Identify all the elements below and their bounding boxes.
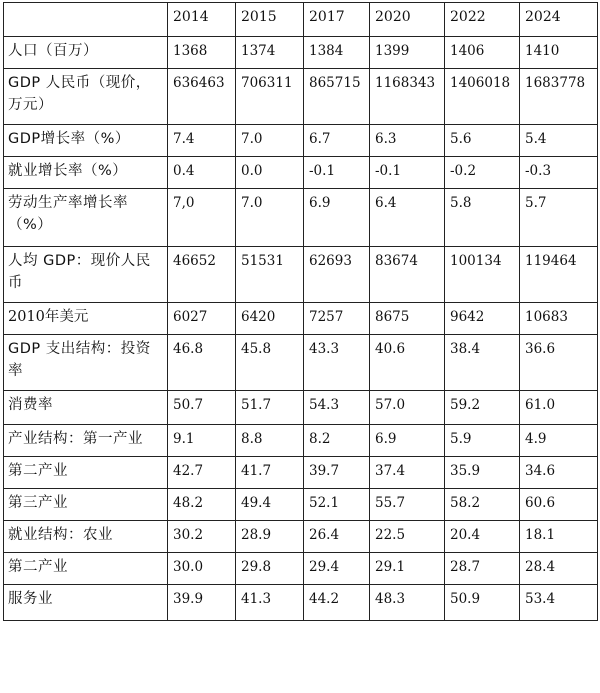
table-row (4, 247, 598, 303)
table-row (4, 303, 598, 335)
value-cell: 5.6 (445, 125, 520, 157)
value-cell: 7.4 (168, 125, 236, 157)
value-cell: 6420 (236, 303, 304, 335)
value-cell: 55.7 (370, 489, 445, 521)
value-cell: 18.1 (520, 521, 598, 553)
value-cell: 706311 (236, 69, 304, 125)
value-cell: 1683778 (520, 69, 598, 125)
value-cell: 119464 (520, 247, 598, 303)
value-cell: 46.8 (168, 335, 236, 391)
value-cell: 43.3 (304, 335, 370, 391)
row-label: 服务业 (4, 585, 168, 621)
value-cell: 7.0 (236, 125, 304, 157)
value-cell: 57.0 (370, 391, 445, 425)
value-cell: 1374 (236, 37, 304, 69)
row-label: 第二产业 (4, 553, 168, 585)
table-row (4, 157, 598, 189)
value-cell: 40.6 (370, 335, 445, 391)
value-cell: 58.2 (445, 489, 520, 521)
table-row (4, 69, 598, 125)
value-cell: 6.3 (370, 125, 445, 157)
value-cell: 30.2 (168, 521, 236, 553)
row-label: 劳动生产率增长率（%） (4, 189, 168, 247)
table-row (4, 521, 598, 553)
value-cell: 34.6 (520, 457, 598, 489)
value-cell: 41.3 (236, 585, 304, 621)
value-cell: 42.7 (168, 457, 236, 489)
value-cell: 60.6 (520, 489, 598, 521)
value-cell: -0.1 (304, 157, 370, 189)
row-label: GDP增长率（%） (4, 125, 168, 157)
value-cell: 7257 (304, 303, 370, 335)
row-label: 2010年美元 (4, 303, 168, 335)
value-cell: 1168343 (370, 69, 445, 125)
value-cell: 6.9 (304, 189, 370, 247)
value-cell: 8.2 (304, 425, 370, 457)
value-cell: 1368 (168, 37, 236, 69)
value-cell: 4.9 (520, 425, 598, 457)
value-cell: 1384 (304, 37, 370, 69)
value-cell: 6.9 (370, 425, 445, 457)
row-label: 人均 GDP：现价人民币 (4, 247, 168, 303)
table-row (4, 553, 598, 585)
value-cell: 41.7 (236, 457, 304, 489)
value-cell: 7.0 (236, 189, 304, 247)
value-cell: 5.4 (520, 125, 598, 157)
value-cell: 49.4 (236, 489, 304, 521)
table-row (4, 425, 598, 457)
table-row (4, 489, 598, 521)
value-cell: 44.2 (304, 585, 370, 621)
value-cell: 9.1 (168, 425, 236, 457)
value-cell: 5.8 (445, 189, 520, 247)
header-corner-cell (4, 3, 168, 37)
row-label: 第二产业 (4, 457, 168, 489)
value-cell: 51531 (236, 247, 304, 303)
table-row (4, 125, 598, 157)
row-label: 人口（百万） (4, 37, 168, 69)
value-cell: 0.4 (168, 157, 236, 189)
value-cell: 6.7 (304, 125, 370, 157)
row-label: 第三产业 (4, 489, 168, 521)
row-label: 就业结构：农业 (4, 521, 168, 553)
table-row (4, 585, 598, 621)
value-cell: 29.4 (304, 553, 370, 585)
value-cell: 35.9 (445, 457, 520, 489)
value-cell: 6.4 (370, 189, 445, 247)
value-cell: 29.1 (370, 553, 445, 585)
value-cell: 50.7 (168, 391, 236, 425)
value-cell: 48.3 (370, 585, 445, 621)
year-header: 2015 (236, 3, 304, 37)
year-header: 2017 (304, 3, 370, 37)
value-cell: 8.8 (236, 425, 304, 457)
value-cell: 83674 (370, 247, 445, 303)
value-cell: 26.4 (304, 521, 370, 553)
row-label: GDP 支出结构：投资率 (4, 335, 168, 391)
year-header: 2024 (520, 3, 598, 37)
value-cell: 10683 (520, 303, 598, 335)
value-cell: 28.4 (520, 553, 598, 585)
table-row (4, 335, 598, 391)
value-cell: 5.7 (520, 189, 598, 247)
value-cell: -0.2 (445, 157, 520, 189)
value-cell: 36.6 (520, 335, 598, 391)
value-cell: 1399 (370, 37, 445, 69)
value-cell: 20.4 (445, 521, 520, 553)
value-cell: 22.5 (370, 521, 445, 553)
value-cell: 39.9 (168, 585, 236, 621)
value-cell: 9642 (445, 303, 520, 335)
value-cell: 62693 (304, 247, 370, 303)
value-cell: 865715 (304, 69, 370, 125)
row-label: GDP 人民币（现价，万元） (4, 69, 168, 125)
value-cell: 30.0 (168, 553, 236, 585)
table-row (4, 457, 598, 489)
value-cell: 53.4 (520, 585, 598, 621)
value-cell: 1410 (520, 37, 598, 69)
value-cell: 59.2 (445, 391, 520, 425)
value-cell: 8675 (370, 303, 445, 335)
value-cell: 6027 (168, 303, 236, 335)
table-row (4, 37, 598, 69)
table-row (4, 189, 598, 247)
year-header: 2020 (370, 3, 445, 37)
economic-indicators-table (3, 2, 598, 621)
value-cell: 1406 (445, 37, 520, 69)
value-cell: 54.3 (304, 391, 370, 425)
value-cell: 636463 (168, 69, 236, 125)
value-cell: 5.9 (445, 425, 520, 457)
table-header-row (4, 3, 598, 37)
value-cell: 7,0 (168, 189, 236, 247)
value-cell: 29.8 (236, 553, 304, 585)
year-header: 2014 (168, 3, 236, 37)
value-cell: -0.3 (520, 157, 598, 189)
value-cell: 0.0 (236, 157, 304, 189)
value-cell: 39.7 (304, 457, 370, 489)
value-cell: 37.4 (370, 457, 445, 489)
row-label: 产业结构：第一产业 (4, 425, 168, 457)
value-cell: 28.9 (236, 521, 304, 553)
value-cell: 1406018 (445, 69, 520, 125)
value-cell: 48.2 (168, 489, 236, 521)
table-row (4, 391, 598, 425)
value-cell: -0.1 (370, 157, 445, 189)
value-cell: 45.8 (236, 335, 304, 391)
value-cell: 100134 (445, 247, 520, 303)
value-cell: 52.1 (304, 489, 370, 521)
value-cell: 46652 (168, 247, 236, 303)
row-label: 就业增长率（%） (4, 157, 168, 189)
year-header: 2022 (445, 3, 520, 37)
value-cell: 28.7 (445, 553, 520, 585)
row-label: 消费率 (4, 391, 168, 425)
value-cell: 38.4 (445, 335, 520, 391)
value-cell: 51.7 (236, 391, 304, 425)
value-cell: 50.9 (445, 585, 520, 621)
value-cell: 61.0 (520, 391, 598, 425)
